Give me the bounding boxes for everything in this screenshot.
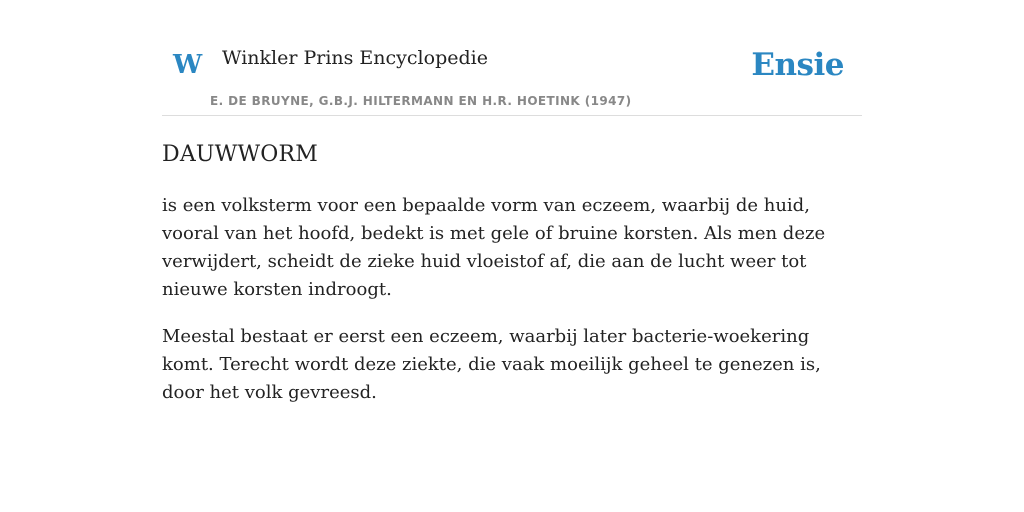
ensie-logo[interactable]: Ensie [751,47,844,83]
definition-paragraph: is een volksterm voor een bepaalde vorm van eczeem, waarbij de huid, vooral van het hoofd, bedekt is met gele of bruine korsten. Als men deze verwijdert, scheidt de zieke huid vloeistof af, die aan de lucht weer tot nieuwe korsten indroogt. [162,195,826,300]
source-header [162,0,862,116]
page [162,0,862,407]
article-definition [162,192,862,407]
source-authors: E. DE BRUYNE, G.B.J. HILTERMANN EN H.R. HOETINK (1947) [210,94,632,108]
definition-paragraph: Meestal bestaat er eerst een eczeem, waarbij later bacterie-woekering komt. Terecht wordt deze ziekte, die vaak moeilijk geheel te genezen is, door het volk gevreesd. [162,326,821,403]
source-title: Winkler Prins Encyclopedie [222,47,488,69]
article-headword: DAUWWORM [162,142,319,167]
encyclopedia-logo[interactable]: W [173,50,203,80]
